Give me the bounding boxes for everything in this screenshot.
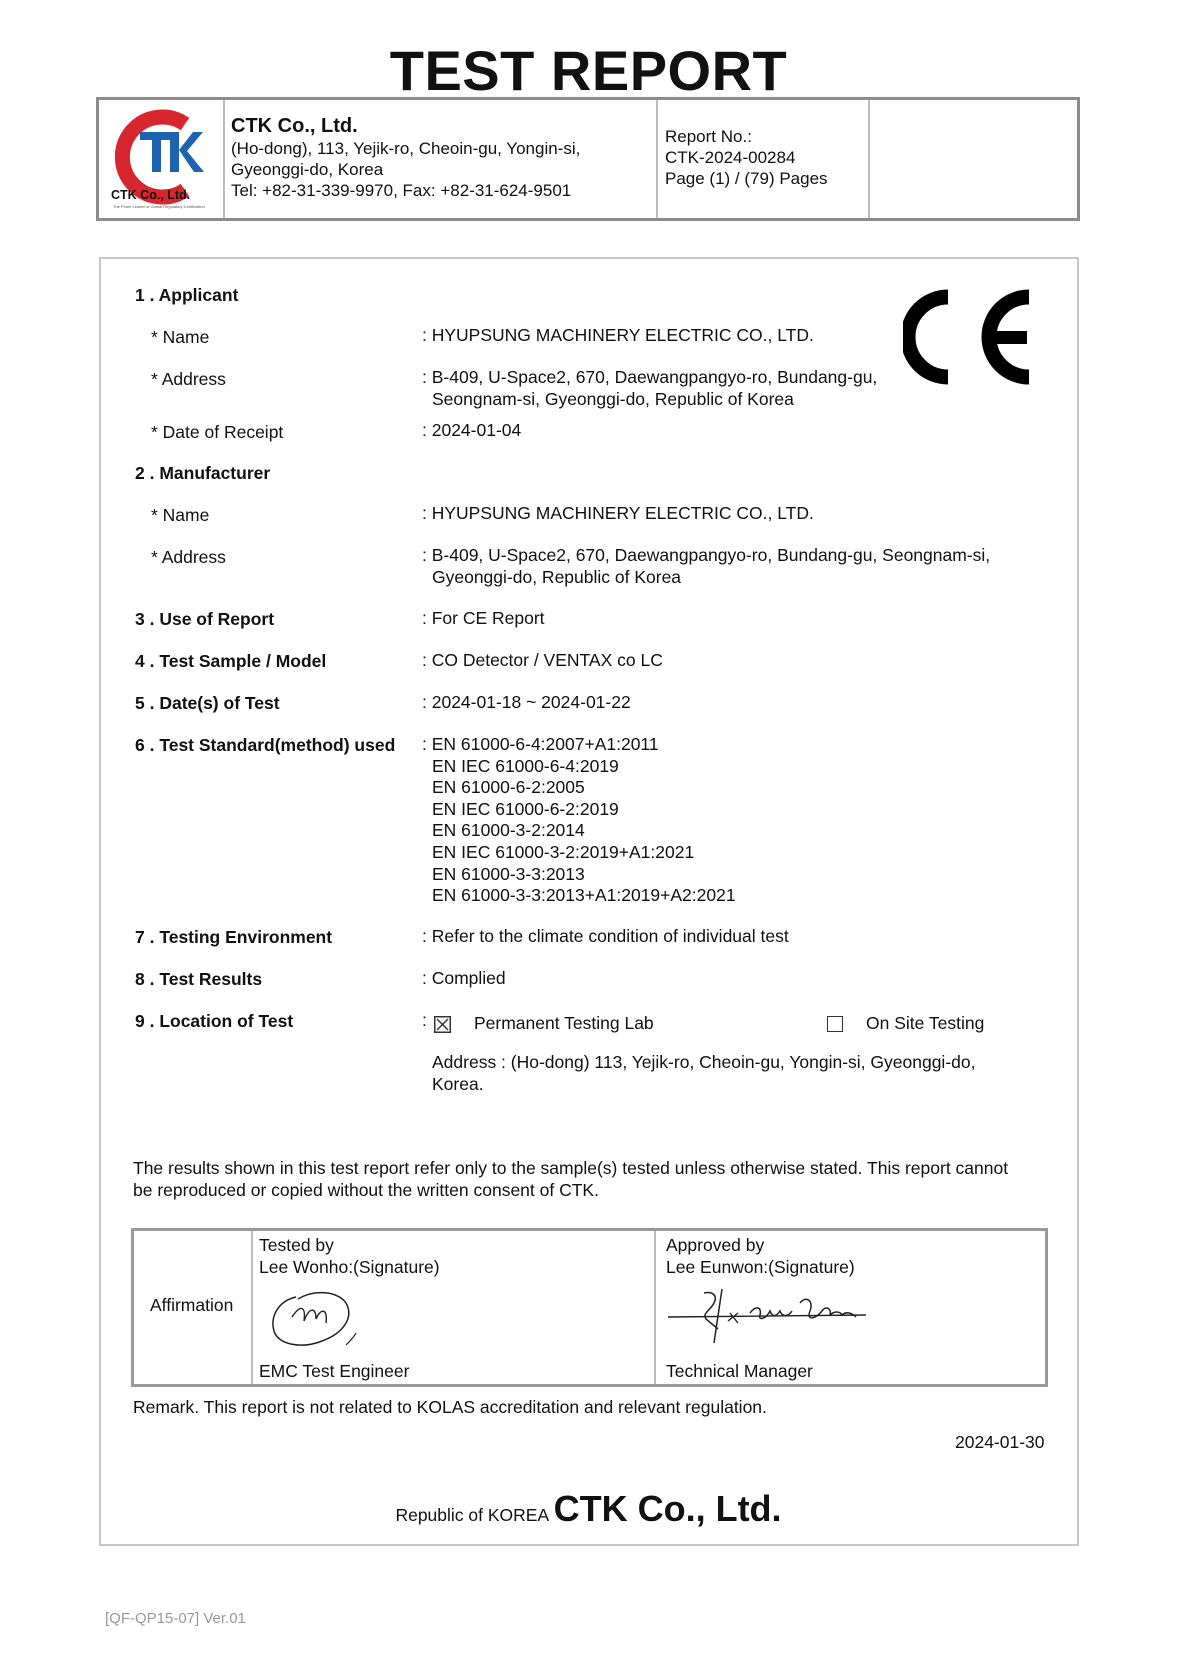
test-location-address-2: Korea. [432, 1073, 484, 1094]
date-of-receipt: : 2024-01-04 [422, 420, 522, 440]
manufacturer-address-1: : B-409, U-Space2, 670, Daewangpangyo-ro, Bundang-gu, Seongnam-si, [422, 545, 991, 565]
approver-role: Technical Manager [666, 1361, 813, 1381]
dates-of-test: : 2024-01-18 ~ 2024-01-22 [422, 692, 631, 712]
remark: Remark. This report is not related to KOLAS accreditation and relevant regulation. [133, 1397, 767, 1417]
approver-signature [666, 1283, 876, 1353]
section-location-title: 9 . Location of Test [135, 1011, 294, 1031]
report-title: TEST REPORT [389, 39, 788, 102]
header-box [96, 97, 1080, 221]
applicant-name: : HYUPSUNG MACHINERY ELECTRIC CO., LTD. [422, 325, 814, 345]
section-test-results-title: 8 . Test Results [135, 969, 263, 989]
footer-country: Republic of KOREA [395, 1505, 550, 1525]
affirmation-divider [654, 1231, 656, 1384]
company-address-1: (Ho-dong), 113, Yejik-ro, Cheoin-gu, Yongin-si, [231, 139, 581, 158]
page-count: Page (1) / (79) Pages [665, 169, 828, 188]
use-of-report: : For CE Report [422, 608, 545, 628]
ce-mark-icon [903, 289, 1043, 387]
ctk-logo [101, 102, 221, 220]
tested-by-label: Tested by [259, 1235, 334, 1255]
test-standard-line: EN 61000-3-3:2013+A1:2019+A2:2021 [432, 885, 736, 906]
company-name: CTK Co., Ltd. [231, 115, 358, 137]
testing-environment: : Refer to the climate condition of individual test [422, 926, 789, 946]
applicant-address-2: Seongnam-si, Gyeonggi-do, Republic of Korea [432, 389, 794, 409]
section-test-sample-title: 4 . Test Sample / Model [135, 651, 327, 671]
report-no-label: Report No.: [665, 127, 752, 146]
test-standard-line: EN IEC 61000-3-2:2019+A1:2021 [432, 842, 695, 862]
report-no: CTK-2024-00284 [665, 148, 796, 167]
footer-company: CTK Co., Ltd. [553, 1488, 782, 1529]
company-tel: Tel: +82-31-339-9970, Fax: +82-31-624-9501 [231, 181, 572, 200]
manufacturer-address-label: * Address [151, 547, 226, 567]
applicant-address-1: : B-409, U-Space2, 670, Daewangpangyo-ro, Bundang-gu, [422, 367, 878, 387]
test-standard-line: EN IEC 61000-6-2:2019 [432, 798, 619, 819]
section-testing-environment-title: 7 . Testing Environment [135, 927, 333, 947]
company-address-2: Gyeonggi-do, Korea [231, 160, 384, 179]
test-standard-line: EN IEC 61000-6-4:2019 [432, 755, 619, 776]
section-use-of-report-title: 3 . Use of Report [135, 609, 275, 629]
form-id: [QF-QP15-07] Ver.01 [105, 1610, 246, 1627]
test-standard-line: : EN 61000-6-4:2007+A1:2011 [422, 734, 659, 754]
date-of-receipt-label: * Date of Receipt [151, 422, 284, 442]
report-number-cell [656, 100, 870, 218]
report-date: 2024-01-30 [955, 1432, 1045, 1452]
footer-signoff [0, 1488, 1177, 1530]
test-standard-line: EN 61000-3-2:2014 [432, 820, 585, 841]
logo-tagline: The Prime Leader of Global Regulatory Certification [113, 204, 205, 209]
manufacturer-address-2: Gyeonggi-do, Republic of Korea [432, 567, 682, 587]
test-results: : Complied [422, 968, 506, 988]
tester-name: Lee Wonho:(Signature) [259, 1257, 440, 1277]
logo-cell [99, 100, 225, 218]
permanent-lab-label: Permanent Testing Lab [474, 1013, 654, 1033]
approver-name: Lee Eunwon:(Signature) [666, 1257, 855, 1277]
company-cell [223, 100, 658, 218]
applicant-address-label: * Address [151, 369, 226, 389]
on-site-testing-checkbox[interactable] [827, 1016, 843, 1032]
applicant-name-label: * Name [151, 327, 210, 347]
disclaimer-line-2: be reproduced or copied without the written consent of CTK. [133, 1180, 599, 1200]
affirmation-label: Affirmation [150, 1295, 234, 1315]
test-location-address-1: Address : (Ho-dong) 113, Yejik-ro, Cheoin-gu, Yongin-si, Gyeonggi-do, [432, 1052, 976, 1072]
test-standard-line: EN 61000-6-2:2005 [432, 777, 585, 798]
affirmation-table [131, 1228, 1048, 1387]
manufacturer-name-label: * Name [151, 505, 210, 525]
affirmation-divider [251, 1231, 253, 1384]
approved-by-label: Approved by [666, 1235, 765, 1255]
section-applicant-title: 1 . Applicant [135, 285, 239, 305]
tester-signature [266, 1283, 360, 1355]
permanent-lab-checkbox[interactable] [434, 1016, 451, 1033]
test-sample-model: : CO Detector / VENTAX co LC [422, 650, 663, 670]
manufacturer-name: : HYUPSUNG MACHINERY ELECTRIC CO., LTD. [422, 503, 814, 523]
section-dates-of-test-title: 5 . Date(s) of Test [135, 693, 280, 713]
section-manufacturer-title: 2 . Manufacturer [135, 463, 271, 483]
disclaimer-line-1: The results shown in this test report refer only to the sample(s) tested unless otherwise stated. This report cannot [133, 1158, 1009, 1178]
logo-caption: CTK Co., Ltd. [111, 188, 191, 202]
test-standard-line: EN 61000-3-3:2013 [432, 863, 585, 884]
section-test-standard-title: 6 . Test Standard(method) used [135, 735, 396, 755]
on-site-testing-label: On Site Testing [866, 1013, 985, 1033]
tester-role: EMC Test Engineer [259, 1361, 410, 1381]
location-colon: : [422, 1010, 427, 1030]
